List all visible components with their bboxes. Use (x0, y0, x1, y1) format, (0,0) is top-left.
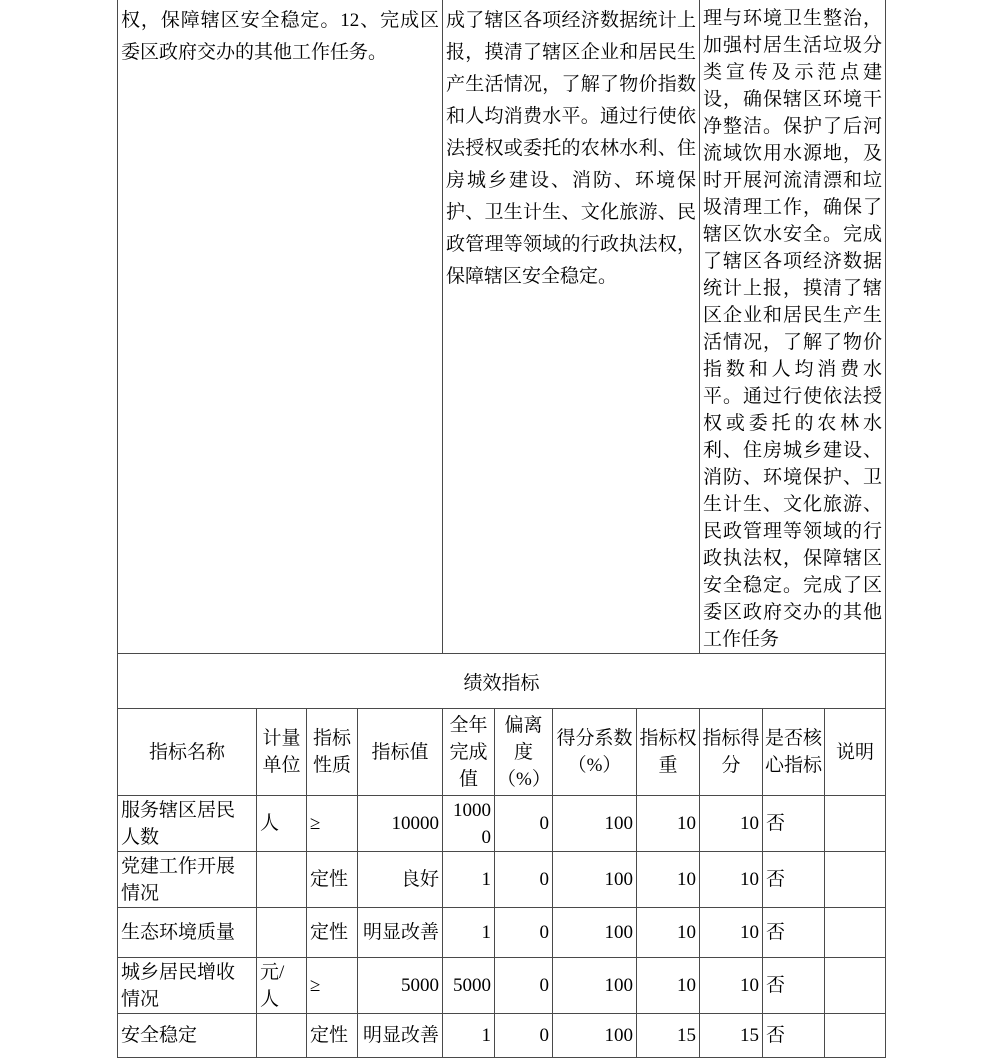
header-nature: 指标性质 (307, 709, 358, 796)
cell-unit (257, 908, 307, 958)
cell-target-value: 5000 (358, 958, 443, 1014)
continuation-cell-3: 理与环境卫生整治，加强村居生活垃圾分类宣传及示范点建设，确保辖区环境干净整洁。保护了后河流域饮用水源地，及时开展河流清漂和垃圾清理工作，确保了辖区饮水安全。完成了辖区各项经济数据统计上报，摸清了辖区企业和居民生产生活情况，了解了物价指数和人均消费水平。通过行使依法授权或委托的农林水利、住房城乡建设、消防、环境保护、卫生计生、文化旅游、民政管理等领域的行政执法权，保障辖区安全稳定。完成了区委区政府交办的其他工作任务 (700, 0, 886, 654)
cell-weight: 10 (637, 908, 700, 958)
header-score-coefficient: 得分系数（%） (553, 709, 637, 796)
table-row (118, 852, 886, 908)
cell-nature: 定性 (307, 852, 358, 908)
cell-indicator-name: 生态环境质量 (118, 908, 257, 958)
performance-report-table (117, 0, 886, 1058)
table-row (118, 1014, 886, 1058)
cell-core-indicator: 否 (763, 796, 825, 852)
cell-target-value: 明显改善 (358, 908, 443, 958)
header-weight: 指标权重 (637, 709, 700, 796)
continuation-cell-1: 权，保障辖区安全稳定。12、完成区委区政府交办的其他工作任务。 (118, 0, 443, 654)
table-row (118, 958, 886, 1014)
cell-indicator-name: 城乡居民增收情况 (118, 958, 257, 1014)
section-title: 绩效指标 (118, 654, 886, 709)
cell-annual-value: 1 (443, 1014, 495, 1058)
cell-score-coefficient: 100 (553, 908, 637, 958)
continuation-cell-2: 成了辖区各项经济数据统计上报，摸清了辖区企业和居民生产生活情况，了解了物价指数和人均消费水平。通过行使依法授权或委托的农林水利、住房城乡建设、消防、环境保护、卫生计生、文化旅游、民政管理等领域的行政执法权，保障辖区安全稳定。 (443, 0, 700, 654)
cell-core-indicator: 否 (763, 958, 825, 1014)
cell-weight: 10 (637, 796, 700, 852)
header-indicator-name: 指标名称 (118, 709, 257, 796)
cell-score: 10 (700, 958, 763, 1014)
cell-unit (257, 1014, 307, 1058)
cell-note (825, 1014, 886, 1058)
cell-deviation: 0 (495, 796, 553, 852)
cell-target-value: 明显改善 (358, 1014, 443, 1058)
cell-deviation: 0 (495, 958, 553, 1014)
cell-core-indicator: 否 (763, 1014, 825, 1058)
cell-note (825, 852, 886, 908)
cell-target-value: 10000 (358, 796, 443, 852)
cell-deviation: 0 (495, 908, 553, 958)
header-unit: 计量单位 (257, 709, 307, 796)
cell-score: 10 (700, 796, 763, 852)
continuation-row (118, 0, 886, 654)
header-note: 说明 (825, 709, 886, 796)
cell-score-coefficient: 100 (553, 852, 637, 908)
cell-score: 15 (700, 1014, 763, 1058)
header-annual-value: 全年完成值 (443, 709, 495, 796)
cell-weight: 15 (637, 1014, 700, 1058)
cell-core-indicator: 否 (763, 908, 825, 958)
cell-unit (257, 852, 307, 908)
cell-weight: 10 (637, 852, 700, 908)
header-target-value: 指标值 (358, 709, 443, 796)
indicator-header-row (118, 709, 886, 796)
cell-score: 10 (700, 908, 763, 958)
header-deviation: 偏离度（%） (495, 709, 553, 796)
cell-nature: 定性 (307, 908, 358, 958)
cell-annual-value: 5000 (443, 958, 495, 1014)
cell-nature: 定性 (307, 1014, 358, 1058)
cell-target-value: 良好 (358, 852, 443, 908)
cell-deviation: 0 (495, 1014, 553, 1058)
cell-annual-value: 1 (443, 852, 495, 908)
cell-weight: 10 (637, 958, 700, 1014)
cell-note (825, 908, 886, 958)
cell-note (825, 958, 886, 1014)
cell-indicator-name: 党建工作开展情况 (118, 852, 257, 908)
cell-note (825, 796, 886, 852)
header-core-indicator: 是否核心指标 (763, 709, 825, 796)
cell-indicator-name: 安全稳定 (118, 1014, 257, 1058)
cell-annual-value: 10000 (443, 796, 495, 852)
cell-unit: 元/人 (257, 958, 307, 1014)
cell-core-indicator: 否 (763, 852, 825, 908)
cell-indicator-name: 服务辖区居民人数 (118, 796, 257, 852)
header-score: 指标得分 (700, 709, 763, 796)
cell-score: 10 (700, 852, 763, 908)
section-title-row (118, 654, 886, 709)
cell-score-coefficient: 100 (553, 958, 637, 1014)
cell-annual-value: 1 (443, 908, 495, 958)
cell-nature: ≥ (307, 958, 358, 1014)
cell-nature: ≥ (307, 796, 358, 852)
table-row (118, 908, 886, 958)
cell-score-coefficient: 100 (553, 796, 637, 852)
cell-score-coefficient: 100 (553, 1014, 637, 1058)
cell-deviation: 0 (495, 852, 553, 908)
cell-unit: 人 (257, 796, 307, 852)
table-row (118, 796, 886, 852)
